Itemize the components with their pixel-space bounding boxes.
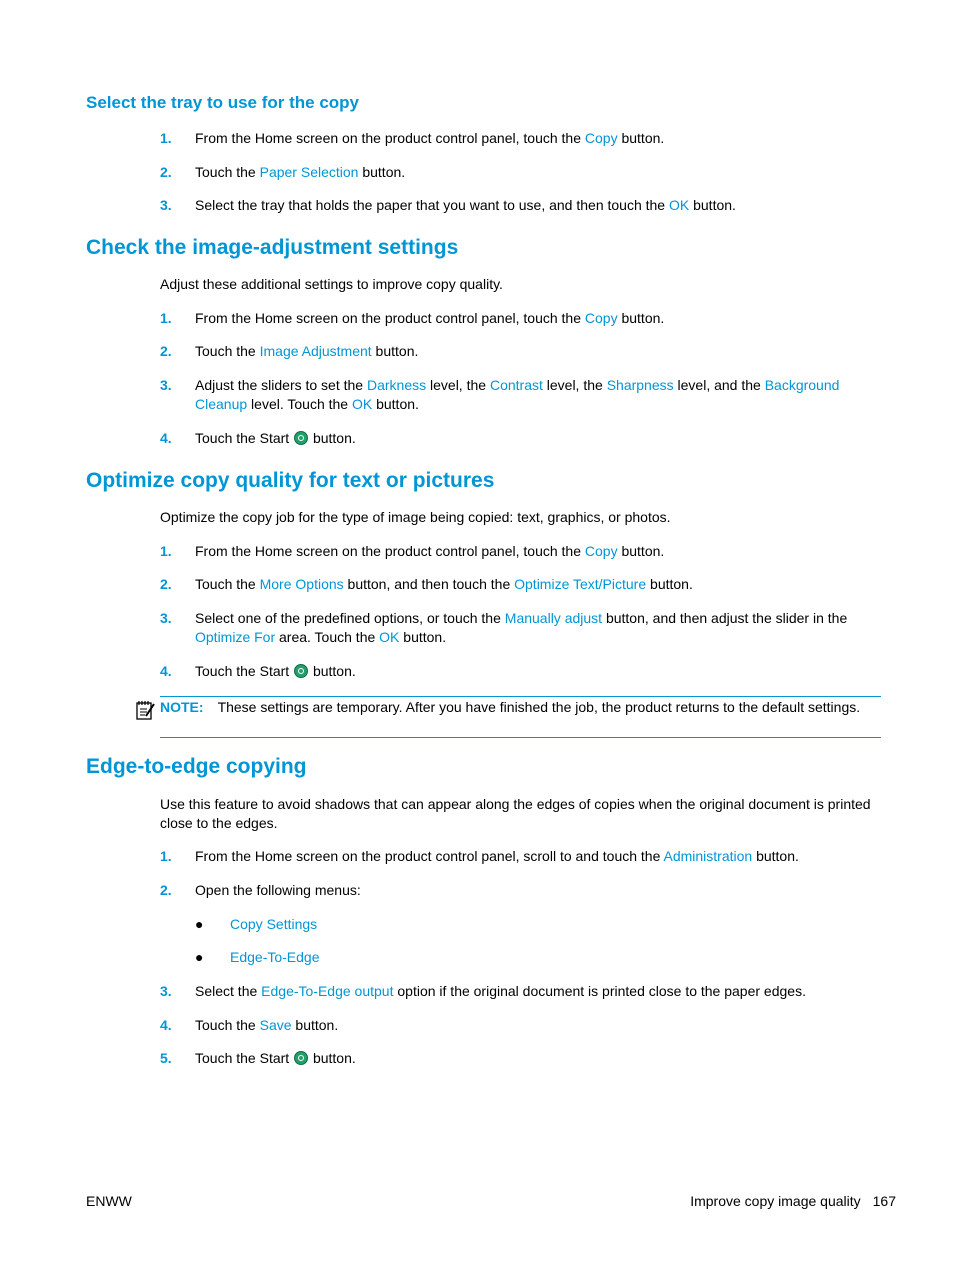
step-text: Touch the Image Adjustment button. xyxy=(195,343,419,359)
section-intro: Optimize the copy job for the type of image being copied: text, graphics, or photos. xyxy=(160,509,671,525)
section-heading-tray: Select the tray to use for the copy xyxy=(86,93,360,112)
step-number: 1. xyxy=(160,310,172,326)
step-number: 5. xyxy=(160,1050,172,1066)
copy-link[interactable]: Copy xyxy=(584,543,618,559)
step-number: 2. xyxy=(160,164,172,180)
step-text: Select the Edge-To-Edge output option if the original document is printed close to the paper edges. xyxy=(195,983,806,999)
ok-link[interactable]: OK xyxy=(379,629,400,645)
bullet-dot: ● xyxy=(195,916,204,932)
note-label: NOTE: xyxy=(160,699,204,715)
start-button-icon xyxy=(294,431,308,445)
page-number: 167 xyxy=(872,1193,896,1209)
step-text: Select the tray that holds the paper that you want to use, and then touch the OK button. xyxy=(195,197,736,213)
contrast-link[interactable]: Contrast xyxy=(489,377,543,393)
footer-left: ENWW xyxy=(86,1193,132,1209)
note-icon xyxy=(135,699,157,721)
more-options-link[interactable]: More Options xyxy=(259,576,344,592)
step-text: Touch the Start button. xyxy=(195,663,356,679)
step-text: From the Home screen on the product control panel, scroll to and touch the Administration button. xyxy=(195,848,799,864)
step-number: 1. xyxy=(160,130,172,146)
edge-to-edge-link[interactable]: Edge-To-Edge xyxy=(230,949,320,965)
footer-right xyxy=(690,1193,896,1209)
step-number: 2. xyxy=(160,343,172,359)
step-text: Adjust the sliders to set the Darkness level, the Contrast level, the Sharpness level, and the Background Cleanup level. Touch the OK button. xyxy=(195,377,840,412)
step-number: 3. xyxy=(160,377,172,393)
step-text: Touch the Start button. xyxy=(195,1050,356,1066)
paper-selection-link[interactable]: Paper Selection xyxy=(259,164,359,180)
step-text: Select one of the predefined options, or touch the Manually adjust button, and then adjust the slider in the Optimize For area. Touch the OK button. xyxy=(195,610,848,645)
step-number: 4. xyxy=(160,430,172,446)
start-button-icon xyxy=(294,1051,308,1065)
ok-link[interactable]: OK xyxy=(351,396,373,412)
section-heading-optimize: Optimize copy quality for text or pictures xyxy=(86,469,495,492)
step-text: Touch the More Options button, and then touch the Optimize Text/Picture button. xyxy=(195,576,693,592)
save-link[interactable]: Save xyxy=(259,1017,292,1033)
administration-link[interactable]: Administration xyxy=(663,848,753,864)
copy-settings-link[interactable]: Copy Settings xyxy=(230,916,318,932)
step-number: 1. xyxy=(160,543,172,559)
step-number: 3. xyxy=(160,983,172,999)
section-heading-image-adjustment: Check the image-adjustment settings xyxy=(86,236,459,259)
start-button-icon xyxy=(294,664,308,678)
step-text: Touch the Paper Selection button. xyxy=(195,164,406,180)
step-text: Open the following menus: xyxy=(195,882,361,898)
step-text: Touch the Start button. xyxy=(195,430,356,446)
copy-link[interactable]: Copy xyxy=(584,310,618,326)
image-adjustment-link[interactable]: Image Adjustment xyxy=(259,343,372,359)
note-box xyxy=(160,696,881,738)
sharpness-link[interactable]: Sharpness xyxy=(606,377,674,393)
manually-adjust-link[interactable]: Manually adjust xyxy=(504,610,603,626)
optimize-text-picture-link[interactable]: Optimize Text/Picture xyxy=(514,576,647,592)
background-cleanup-link[interactable]: Background Cleanup xyxy=(195,377,840,412)
step-text: From the Home screen on the product control panel, touch the Copy button. xyxy=(195,310,665,326)
copy-link[interactable]: Copy xyxy=(584,130,618,146)
note-text: NOTE: These settings are temporary. After you have finished the job, the product returns to the default settings. xyxy=(160,699,861,715)
step-number: 4. xyxy=(160,1017,172,1033)
section-intro: Use this feature to avoid shadows that can appear along the edges of copies when the original document is printed close to the edges. xyxy=(160,796,871,831)
step-number: 2. xyxy=(160,882,172,898)
optimize-for-link[interactable]: Optimize For xyxy=(195,629,276,645)
section-intro: Adjust these additional settings to improve copy quality. xyxy=(160,276,503,292)
bullet-dot: ● xyxy=(195,949,204,965)
step-number: 3. xyxy=(160,197,172,213)
section-heading-edge-to-edge: Edge-to-edge copying xyxy=(86,755,307,778)
step-text: Touch the Save button. xyxy=(195,1017,339,1033)
step-number: 4. xyxy=(160,663,172,679)
ok-link[interactable]: OK xyxy=(668,197,690,213)
footer-title: Improve copy image quality xyxy=(690,1193,861,1209)
step-number: 2. xyxy=(160,576,172,592)
darkness-link[interactable]: Darkness xyxy=(366,377,427,393)
step-text: From the Home screen on the product control panel, touch the Copy button. xyxy=(195,130,665,146)
step-number: 1. xyxy=(160,848,172,864)
step-text: From the Home screen on the product control panel, touch the Copy button. xyxy=(195,543,665,559)
step-number: 3. xyxy=(160,610,172,626)
edge-to-edge-output-link[interactable]: Edge-To-Edge output xyxy=(261,983,394,999)
